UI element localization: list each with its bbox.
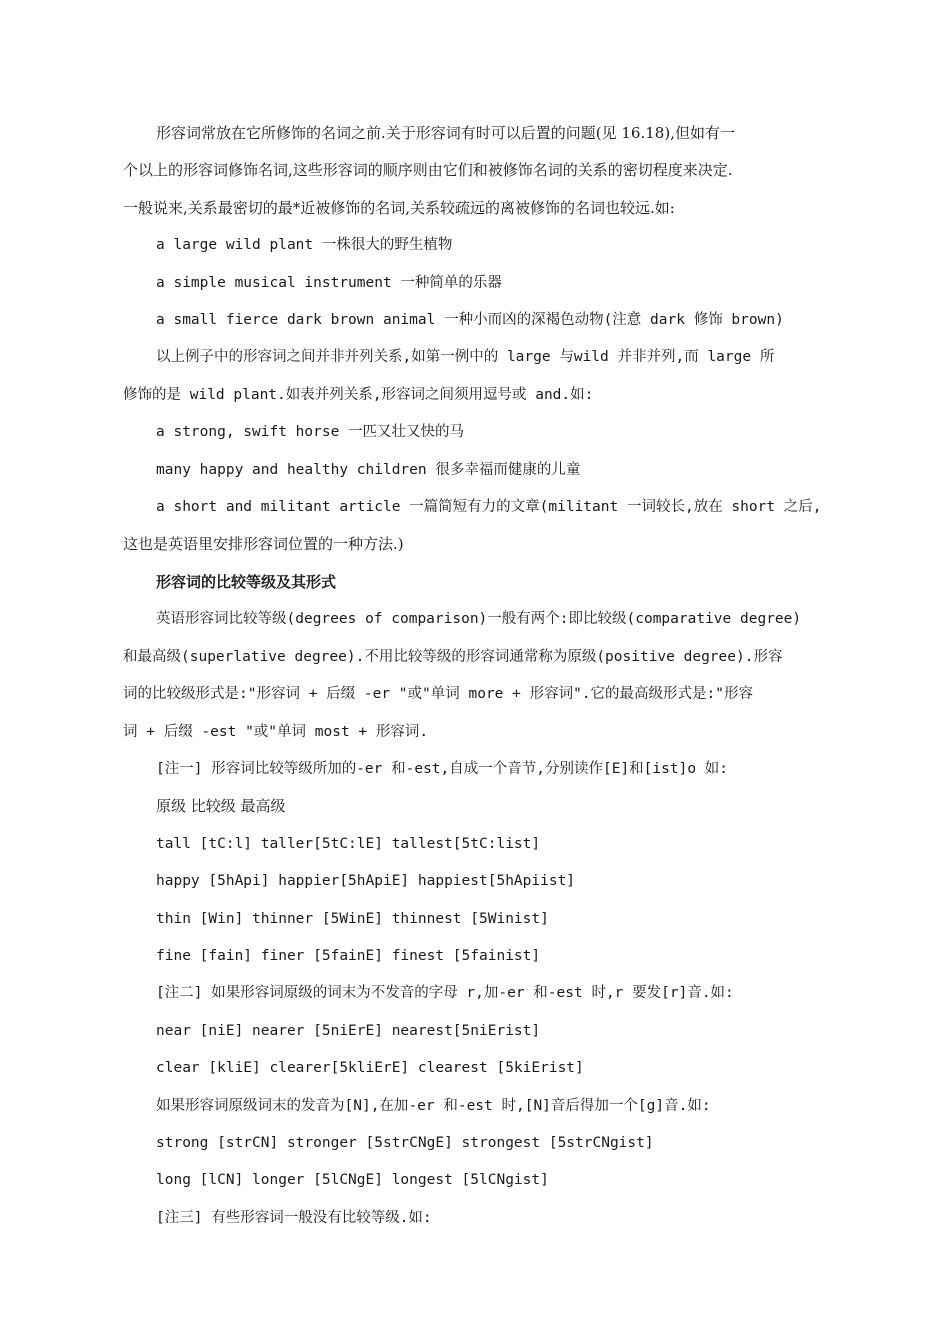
note-line: [注二] 如果形容词原级的词末为不发音的字母 r,加-er 和-est 时,r 要发[r]音.如: (156, 985, 734, 1002)
section-heading: 形容词的比较等级及其形式 (156, 572, 337, 591)
paragraph-line: 英语形容词比较等级(degrees of comparison)一般有两个:即比较级(comparative degree) (156, 611, 802, 628)
table-row: happy [5hApi] happier[5hApiE] happiest[5hApiist] (156, 873, 576, 890)
example-line: a small fierce dark brown animal 一种小而凶的深褐色动物(注意 dark 修饰 brown) (156, 312, 784, 329)
table-row: fine [fain] finer [5fainE] finest [5fainist] (156, 947, 541, 964)
table-header: 原级 比较级 最高级 (156, 797, 286, 816)
paragraph-line: 如果形容词原级词末的发音为[N],在加-er 和-est 时,[N]音后得加一个[g]音.如: (156, 1097, 711, 1114)
note-line: [注三] 有些形容词一般没有比较等级.如: (156, 1209, 432, 1226)
paragraph-line: 词 + 后缀 -est "或"单词 most + 形容词. (123, 723, 429, 740)
paragraph-line: 和最高级(superlative degree).不用比较等级的形容词通常称为原级(positive degree).形容 (123, 648, 783, 665)
note-line: [注一] 形容词比较等级所加的-er 和-est,自成一个音节,分别读作[E]和[ist]o 如: (156, 760, 729, 777)
intro-line: 形容词常放在它所修饰的名词之前.关于形容词有时可以后置的问题(见 16.18),但如有一 (156, 124, 735, 142)
document-body (123, 115, 828, 1237)
table-row: tall [tC:l] taller[5tC:lE] tallest[5tC:list] (156, 835, 541, 852)
intro-line: 一般说来,关系最密切的最*近被修饰的名词,关系较疏远的离被修饰的名词也较远.如: (123, 198, 675, 217)
paragraph-line: 以上例子中的形容词之间并非并列关系,如第一例中的 large 与wild 并非并列,而 large 所 (156, 349, 775, 366)
paragraph-line: 修饰的是 wild plant.如表并列关系,形容词之间须用逗号或 and.如: (123, 386, 594, 403)
example-line: a strong, swift horse 一匹又壮又快的马 (156, 424, 465, 441)
example-line: many happy and healthy children 很多幸福而健康的儿童 (156, 461, 581, 478)
paragraph-line: 词的比较级形式是:"形容词 + 后缀 -er "或"单词 more + 形容词".它的最高级形式是:"形容 (123, 686, 754, 703)
table-row: clear [kliE] clearer[5kliErE] clearest [5kiErist] (156, 1060, 584, 1077)
intro-line: 个以上的形容词修饰名词,这些形容词的顺序则由它们和被修饰名词的关系的密切程度来决定. (123, 161, 733, 180)
table-row: strong [strCN] stronger [5strCNgE] strongest [5strCNgist] (156, 1134, 654, 1151)
example-line: a large wild plant 一株很大的野生植物 (156, 237, 453, 254)
example-line: a simple musical instrument 一种简单的乐器 (156, 274, 502, 291)
example-line: a short and militant article 一篇简短有力的文章(militant 一词较长,放在 short 之后, (156, 499, 822, 516)
table-row: long [lCN] longer [5lCNgE] longest [5lCNgist] (156, 1172, 549, 1189)
example-continuation: 这也是英语里安排形容词位置的一种方法.) (123, 535, 404, 554)
table-row: near [niE] nearer [5niErE] nearest[5niErist] (156, 1022, 541, 1039)
table-row: thin [Win] thinner [5WinE] thinnest [5Winist] (156, 910, 549, 927)
